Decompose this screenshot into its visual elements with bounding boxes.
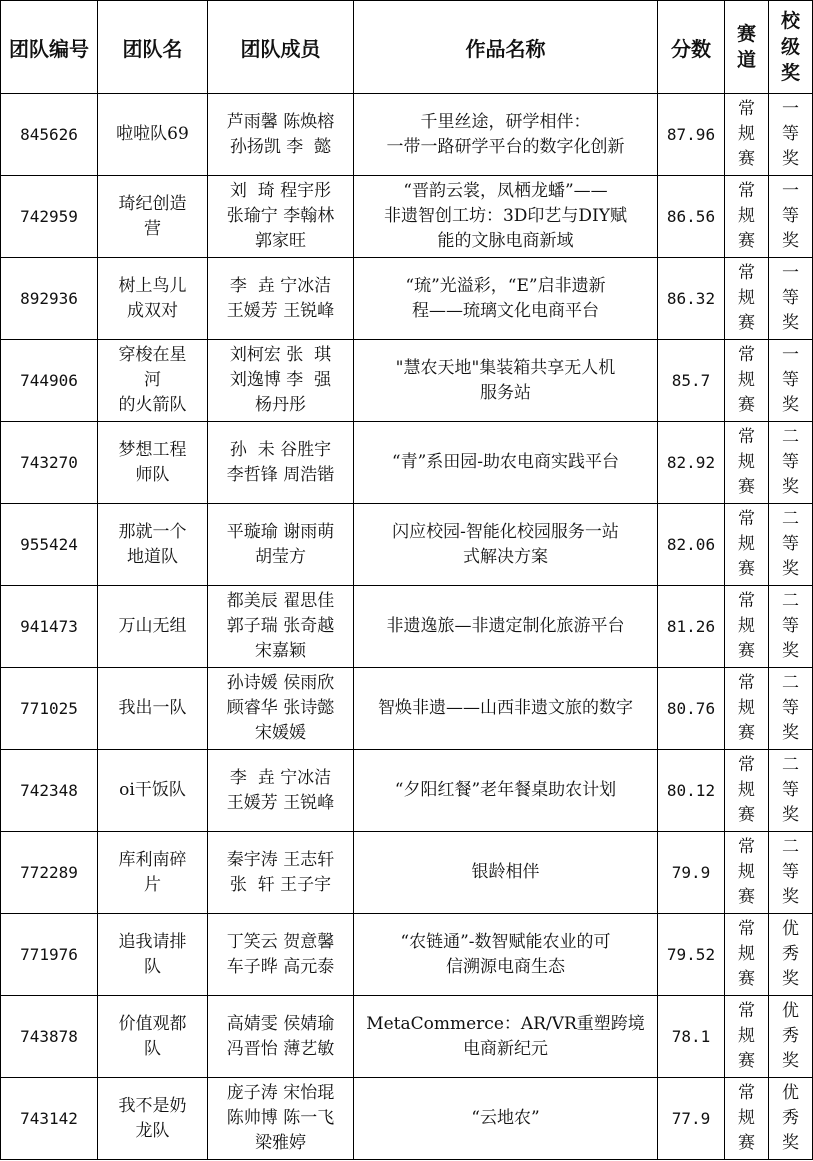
team-name-cell	[98, 504, 208, 586]
work-title-line: 千里丝途，研学相伴：	[420, 111, 591, 132]
track-text	[725, 671, 768, 746]
team-name-line: 河	[144, 370, 161, 390]
member-line: 刘逸博 李 强	[229, 370, 332, 390]
team-name-line: 成双对	[127, 300, 178, 321]
vertical-char: 奖	[782, 231, 799, 251]
member-line: 郭子瑞 张奇越	[226, 616, 335, 636]
award-cell	[769, 586, 813, 668]
members-cell	[208, 832, 354, 914]
work-title-cell	[354, 340, 658, 422]
vertical-char: 规	[738, 616, 755, 636]
team-name-line: 的火箭队	[118, 395, 187, 415]
vertical-char: 常	[738, 427, 755, 447]
members-cell	[208, 504, 354, 586]
vertical-char: 奖	[782, 641, 799, 661]
work-title-line: 电商新纪元	[463, 1038, 548, 1059]
member-line: 李 垚 宁冰洁	[229, 275, 332, 296]
vertical-char: 常	[738, 919, 755, 939]
member-line: 刘 琦 程宇彤	[229, 181, 332, 201]
award-text	[769, 835, 812, 910]
vertical-char: 二	[782, 673, 799, 693]
award-cell	[769, 94, 813, 176]
header-team-id: 团队编号	[1, 1, 98, 94]
award-cell	[769, 422, 813, 504]
vertical-char: 等	[782, 124, 799, 144]
member-line: 孙扬凯 李 懿	[229, 136, 332, 157]
team-name-cell	[98, 996, 208, 1078]
team-name-line: 琦纪创造	[118, 193, 187, 214]
team-name-line: 地道队	[127, 546, 178, 567]
work-title-cell	[354, 504, 658, 586]
vertical-char: 奖	[782, 313, 799, 333]
work-title-line: “琉”光溢彩，“E”启非遗新	[405, 275, 606, 296]
work-title-line: "慧农天地"集装箱共享无人机	[395, 357, 616, 378]
award-text	[769, 671, 812, 746]
vertical-char: 等	[782, 206, 799, 226]
member-line: 孙诗媛 侯雨欣	[226, 673, 335, 693]
member-line: 宋嘉颖	[255, 641, 306, 661]
vertical-char: 校	[780, 10, 800, 32]
score-cell: 79.52	[658, 914, 725, 996]
member-line: 丁笑云 贺意馨	[226, 931, 335, 952]
work-title-line: “夕阳红餐”老年餐桌助农计划	[394, 780, 617, 800]
vertical-char: 一	[782, 345, 799, 365]
table-body	[1, 94, 813, 1160]
vertical-char: 奖	[782, 805, 799, 825]
award-cell	[769, 914, 813, 996]
vertical-char: 级	[780, 36, 800, 58]
vertical-char: 等	[782, 862, 799, 882]
track-text	[725, 917, 768, 992]
member-line: 杨丹彤	[255, 395, 306, 415]
team-name-line: 啦啦队69	[116, 124, 189, 144]
score-cell: 80.76	[658, 668, 725, 750]
award-cell	[769, 750, 813, 832]
work-title-line: 银龄相伴	[471, 862, 540, 882]
work-title-line: 智焕非遗——山西非遗文旅的数字	[378, 698, 633, 718]
vertical-char: 奖	[782, 477, 799, 497]
vertical-char: 等	[782, 534, 799, 554]
vertical-char: 常	[738, 837, 755, 857]
vertical-char: 规	[738, 1108, 755, 1128]
member-line: 李 垚 宁冰洁	[229, 767, 332, 788]
vertical-char: 秀	[782, 1108, 799, 1128]
score-cell: 78.1	[658, 996, 725, 1078]
member-line: 芦雨馨 陈焕榕	[226, 111, 335, 132]
vertical-char: 一	[782, 181, 799, 201]
work-title-line: “农链通”-数智赋能农业的可	[400, 931, 611, 952]
vertical-char: 等	[782, 698, 799, 718]
members-cell	[208, 750, 354, 832]
member-line: 孙 未 谷胜宇	[229, 439, 332, 460]
award-text	[769, 261, 812, 336]
track-cell	[725, 586, 769, 668]
table-row	[1, 94, 813, 176]
work-title-cell	[354, 586, 658, 668]
member-line: 陈帅博 陈一飞	[226, 1108, 335, 1128]
award-cell	[769, 176, 813, 258]
vertical-char: 奖	[782, 1051, 799, 1071]
vertical-char: 规	[738, 288, 755, 308]
track-text	[725, 835, 768, 910]
team-name-line: 队	[144, 956, 161, 977]
vertical-char: 赛	[736, 23, 756, 45]
team-id-cell: 744906	[1, 340, 98, 422]
header-track-text	[725, 21, 768, 73]
member-line: 郭家旺	[255, 231, 306, 251]
member-line: 秦宇涛 王志轩	[226, 849, 335, 870]
vertical-char: 一	[782, 263, 799, 283]
score-cell: 77.9	[658, 1078, 725, 1160]
team-name-line: oi干饭队	[119, 780, 186, 800]
team-id-cell: 771976	[1, 914, 98, 996]
team-name-line: 片	[144, 874, 161, 895]
header-track	[725, 1, 769, 94]
table-row	[1, 504, 813, 586]
vertical-char: 等	[782, 616, 799, 636]
member-line: 宋媛媛	[255, 723, 306, 743]
work-title-cell	[354, 914, 658, 996]
team-name-line: 龙队	[135, 1120, 170, 1141]
track-cell	[725, 258, 769, 340]
work-title-line: 服务站	[480, 382, 531, 403]
vertical-char: 等	[782, 370, 799, 390]
track-cell	[725, 668, 769, 750]
vertical-char: 赛	[738, 805, 755, 825]
award-text	[769, 1081, 812, 1156]
team-name-cell	[98, 340, 208, 422]
award-text	[769, 343, 812, 418]
award-cell	[769, 832, 813, 914]
score-cell: 79.9	[658, 832, 725, 914]
header-award	[769, 1, 813, 94]
table-row	[1, 586, 813, 668]
members-cell	[208, 668, 354, 750]
vertical-char: 规	[738, 452, 755, 472]
vertical-char: 二	[782, 837, 799, 857]
work-title-cell	[354, 176, 658, 258]
header-team-name: 团队名	[98, 1, 208, 94]
table-row	[1, 422, 813, 504]
vertical-char: 赛	[738, 969, 755, 989]
team-name-line: 师队	[135, 464, 170, 485]
vertical-char: 奖	[782, 723, 799, 743]
table-row	[1, 832, 813, 914]
table-row	[1, 176, 813, 258]
vertical-char: 奖	[782, 887, 799, 907]
vertical-char: 道	[736, 49, 756, 71]
team-name-cell	[98, 258, 208, 340]
work-title-line: 非遗逸旅—非遗定制化旅游平台	[386, 616, 625, 636]
track-text	[725, 179, 768, 254]
table-row	[1, 1078, 813, 1160]
track-cell	[725, 996, 769, 1078]
members-cell	[208, 176, 354, 258]
track-text	[725, 343, 768, 418]
table-row	[1, 258, 813, 340]
team-id-cell: 743142	[1, 1078, 98, 1160]
track-cell	[725, 340, 769, 422]
team-name-line: 追我请排	[118, 931, 187, 952]
team-name-line: 梦想工程	[118, 439, 187, 460]
score-cell: 81.26	[658, 586, 725, 668]
vertical-char: 规	[738, 944, 755, 964]
members-cell	[208, 914, 354, 996]
work-title-cell	[354, 422, 658, 504]
vertical-char: 赛	[738, 641, 755, 661]
track-text	[725, 425, 768, 500]
vertical-char: 等	[782, 780, 799, 800]
table-row	[1, 340, 813, 422]
member-line: 平璇瑜 谢雨萌	[226, 521, 335, 542]
vertical-char: 规	[738, 124, 755, 144]
award-cell	[769, 258, 813, 340]
team-id-cell: 743270	[1, 422, 98, 504]
work-title-line: “云地农”	[471, 1108, 540, 1128]
members-cell	[208, 1078, 354, 1160]
team-name-cell	[98, 1078, 208, 1160]
team-name-line: 我出一队	[118, 698, 187, 718]
vertical-char: 赛	[738, 723, 755, 743]
member-line: 车子晔 高元泰	[226, 956, 335, 977]
work-title-line: “晋韵云裳，凤栖龙蟠”——	[403, 181, 608, 201]
member-line: 顾睿华 张诗懿	[226, 698, 335, 718]
members-cell	[208, 422, 354, 504]
work-title-cell	[354, 94, 658, 176]
track-cell	[725, 422, 769, 504]
track-text	[725, 507, 768, 582]
header-work-title: 作品名称	[354, 1, 658, 94]
vertical-char: 优	[782, 1083, 799, 1103]
team-name-cell	[98, 750, 208, 832]
vertical-char: 规	[738, 698, 755, 718]
score-cell: 82.06	[658, 504, 725, 586]
work-title-cell	[354, 996, 658, 1078]
track-text	[725, 97, 768, 172]
table-row	[1, 914, 813, 996]
vertical-char: 二	[782, 755, 799, 775]
vertical-char: 奖	[782, 559, 799, 579]
vertical-char: 赛	[738, 887, 755, 907]
team-name-line: 万山无组	[118, 616, 187, 636]
track-text	[725, 261, 768, 336]
table-row	[1, 996, 813, 1078]
track-text	[725, 589, 768, 664]
vertical-char: 二	[782, 427, 799, 447]
award-cell	[769, 668, 813, 750]
award-text	[769, 753, 812, 828]
vertical-char: 赛	[738, 1133, 755, 1153]
work-title-cell	[354, 258, 658, 340]
award-cell	[769, 1078, 813, 1160]
vertical-char: 赛	[738, 559, 755, 579]
members-cell	[208, 340, 354, 422]
team-id-cell: 892936	[1, 258, 98, 340]
team-name-cell	[98, 176, 208, 258]
vertical-char: 奖	[782, 1133, 799, 1153]
vertical-char: 赛	[738, 313, 755, 333]
work-title-line: 信溯源电商生态	[446, 956, 565, 977]
award-text	[769, 999, 812, 1074]
vertical-char: 规	[738, 780, 755, 800]
vertical-char: 常	[738, 755, 755, 775]
table-row	[1, 668, 813, 750]
team-name-cell	[98, 422, 208, 504]
vertical-char: 一	[782, 99, 799, 119]
work-title-line: 程——琉璃文化电商平台	[412, 300, 599, 321]
track-cell	[725, 750, 769, 832]
work-title-line: 能的文脉电商新域	[437, 231, 574, 251]
vertical-char: 赛	[738, 231, 755, 251]
award-text	[769, 179, 812, 254]
member-line: 王媛芳 王锐峰	[226, 300, 335, 321]
header-award-text	[769, 8, 812, 86]
track-cell	[725, 1078, 769, 1160]
member-line: 李哲锋 周浩锴	[226, 464, 335, 485]
team-name-line: 穿梭在星	[118, 345, 187, 365]
vertical-char: 等	[782, 288, 799, 308]
header-score: 分数	[658, 1, 725, 94]
track-text	[725, 753, 768, 828]
work-title-cell	[354, 832, 658, 914]
vertical-char: 赛	[738, 477, 755, 497]
members-cell	[208, 996, 354, 1078]
award-text	[769, 97, 812, 172]
award-text	[769, 507, 812, 582]
score-cell: 82.92	[658, 422, 725, 504]
team-name-line: 营	[144, 218, 161, 239]
member-line: 高婧雯 侯婧瑜	[226, 1013, 335, 1034]
team-id-cell: 742348	[1, 750, 98, 832]
team-name-line: 队	[144, 1038, 161, 1059]
score-cell: 80.12	[658, 750, 725, 832]
vertical-char: 规	[738, 534, 755, 554]
team-id-cell: 772289	[1, 832, 98, 914]
member-line: 冯晋怡 薄艺敏	[226, 1038, 335, 1059]
vertical-char: 常	[738, 1001, 755, 1021]
vertical-char: 二	[782, 509, 799, 529]
work-title-line: 一带一路研学平台的数字化创新	[386, 136, 625, 157]
work-title-cell	[354, 1078, 658, 1160]
vertical-char: 常	[738, 99, 755, 119]
work-title-line: 闪应校园-智能化校园服务一站	[392, 521, 619, 542]
members-cell	[208, 258, 354, 340]
score-cell: 86.32	[658, 258, 725, 340]
track-cell	[725, 176, 769, 258]
team-name-cell	[98, 832, 208, 914]
team-id-cell: 941473	[1, 586, 98, 668]
team-name-line: 价值观都	[118, 1013, 187, 1034]
header-row	[1, 1, 813, 94]
vertical-char: 规	[738, 206, 755, 226]
member-line: 刘柯宏 张 琪	[229, 345, 332, 365]
work-title-line: 式解决方案	[463, 546, 548, 567]
team-id-cell: 771025	[1, 668, 98, 750]
team-id-cell: 845626	[1, 94, 98, 176]
track-cell	[725, 832, 769, 914]
vertical-char: 规	[738, 1026, 755, 1046]
work-title-line: “青”系田园-助农电商实践平台	[391, 452, 620, 472]
vertical-char: 规	[738, 862, 755, 882]
award-text	[769, 425, 812, 500]
vertical-char: 常	[738, 509, 755, 529]
vertical-char: 二	[782, 591, 799, 611]
score-cell: 87.96	[658, 94, 725, 176]
vertical-char: 奖	[780, 62, 800, 84]
vertical-char: 秀	[782, 944, 799, 964]
member-line: 都美辰 翟思佳	[226, 591, 335, 611]
members-cell	[208, 586, 354, 668]
score-cell: 85.7	[658, 340, 725, 422]
vertical-char: 常	[738, 673, 755, 693]
team-name-cell	[98, 586, 208, 668]
work-title-cell	[354, 668, 658, 750]
track-cell	[725, 94, 769, 176]
vertical-char: 奖	[782, 395, 799, 415]
vertical-char: 赛	[738, 395, 755, 415]
vertical-char: 常	[738, 263, 755, 283]
award-text	[769, 589, 812, 664]
team-id-cell: 743878	[1, 996, 98, 1078]
team-name-cell	[98, 668, 208, 750]
work-title-line: 非遗智创工坊：3D印艺与DIY赋	[383, 206, 627, 226]
award-cell	[769, 340, 813, 422]
vertical-char: 常	[738, 1083, 755, 1103]
vertical-char: 奖	[782, 149, 799, 169]
vertical-char: 奖	[782, 969, 799, 989]
track-text	[725, 999, 768, 1074]
members-cell	[208, 94, 354, 176]
member-line: 张瑜宁 李翰林	[226, 206, 335, 226]
vertical-char: 优	[782, 919, 799, 939]
member-line: 庞子涛 宋怡琨	[226, 1083, 335, 1103]
team-name-cell	[98, 914, 208, 996]
team-name-line: 那就一个	[118, 521, 187, 542]
work-title-cell	[354, 750, 658, 832]
vertical-char: 秀	[782, 1026, 799, 1046]
track-cell	[725, 504, 769, 586]
vertical-char: 常	[738, 591, 755, 611]
vertical-char: 规	[738, 370, 755, 390]
award-text	[769, 917, 812, 992]
vertical-char: 常	[738, 345, 755, 365]
track-text	[725, 1081, 768, 1156]
team-name-cell	[98, 94, 208, 176]
team-name-line: 库利南碎	[118, 849, 187, 870]
vertical-char: 赛	[738, 1051, 755, 1071]
award-cell	[769, 504, 813, 586]
header-members: 团队成员	[208, 1, 354, 94]
vertical-char: 优	[782, 1001, 799, 1021]
table-row	[1, 750, 813, 832]
team-name-line: 我不是奶	[118, 1095, 187, 1116]
member-line: 梁雅婷	[255, 1133, 306, 1153]
member-line: 王媛芳 王锐峰	[226, 792, 335, 813]
team-id-cell: 742959	[1, 176, 98, 258]
award-cell	[769, 996, 813, 1078]
team-name-line: 树上鸟儿	[118, 275, 187, 296]
member-line: 张 轩 王子宇	[229, 874, 332, 895]
vertical-char: 等	[782, 452, 799, 472]
track-cell	[725, 914, 769, 996]
score-cell: 86.56	[658, 176, 725, 258]
vertical-char: 常	[738, 181, 755, 201]
vertical-char: 赛	[738, 149, 755, 169]
member-line: 胡莹方	[255, 546, 306, 567]
team-id-cell: 955424	[1, 504, 98, 586]
work-title-line: MetaCommerce：AR/VR重塑跨境	[366, 1013, 645, 1034]
